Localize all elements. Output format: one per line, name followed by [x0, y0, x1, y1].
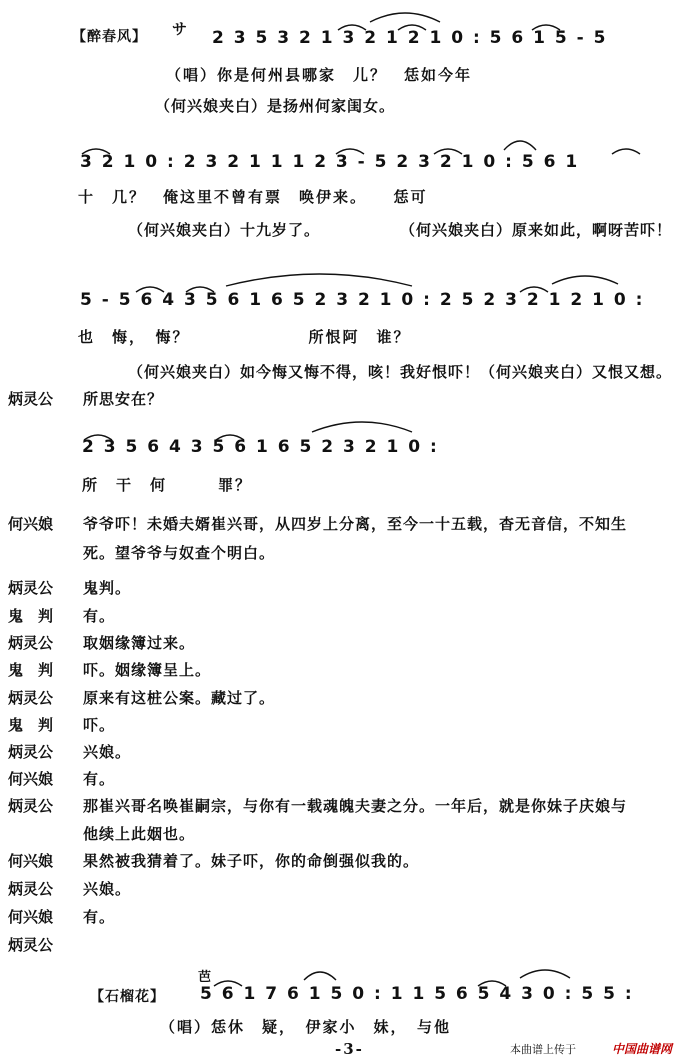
speaker-binglinggong: 炳灵公 — [8, 689, 54, 707]
dialogue-line: 原来有这桩公案。藏过了。 — [83, 689, 276, 707]
speaker-hexingniang: 何兴娘 — [8, 515, 54, 533]
notation-line-5: 5 6 1 7 6 1 5 0 : 1 1 5 6 5 4 3 0 : 5 5 : — [200, 984, 634, 1004]
speaker-binglinggong: 炳灵公 — [8, 880, 54, 898]
lyric-line-4: 所 干 何 罪？ — [82, 476, 253, 494]
speaker-guipan: 鬼 判 — [8, 661, 54, 679]
lyric-line-2: 十 几？ 俺这里不曾有票 唤伊来。 恁可 — [78, 188, 428, 206]
dialogue-line: 鬼判。 — [83, 579, 132, 597]
notation-line-2: 3 2 1 0 : 2 3 2 1 1 1 2 3 - 5 2 3 2 1 0 : 5 6 1 — [80, 152, 580, 172]
spoken-line-2a: （何兴娘夹白）十九岁了。 — [128, 221, 321, 239]
slur — [370, 13, 440, 22]
page-number: -3- — [335, 1040, 364, 1058]
notation-line-1: 2 3 5 3 2 1 3 2 1 2 1 0 : 5 6 1 5 - 5 — [212, 28, 608, 48]
site-brand: 中国曲谱网 — [612, 1042, 673, 1056]
slur — [312, 422, 412, 432]
dialogue-line-continued: 他续上此姻也。 — [83, 825, 196, 843]
spoken-line-1: （何兴娘夹白）是扬州何家闺女。 — [155, 97, 396, 115]
lyric-line-5: （唱）恁休 疑， 伊家小 妹， 与他 — [160, 1018, 452, 1036]
dialogue-line: 爷爷吓！未婚夫婿崔兴哥，从四岁上分离，至今一十五载，杳无音信，不知生 — [83, 515, 628, 533]
speaker-binglinggong: 炳灵公 — [8, 634, 54, 652]
speaker-guipan: 鬼 判 — [8, 607, 54, 625]
slur — [504, 141, 536, 150]
spoken-line-2b: （何兴娘夹白）原来如此，啊呀苦吓！ — [400, 221, 673, 239]
slur — [304, 972, 336, 980]
speaker-binglinggong: 炳灵公 — [8, 390, 54, 408]
speaker-hexingniang: 何兴娘 — [8, 770, 54, 788]
dialogue-line: 吓。 — [83, 716, 116, 734]
tune-label-shiliuhua: 【石榴花】 — [90, 989, 165, 1005]
dialogue-line: 所思安在？ — [83, 390, 164, 408]
speaker-guipan: 鬼 判 — [8, 716, 54, 734]
speaker-hexingniang: 何兴娘 — [8, 908, 54, 926]
slur — [226, 274, 412, 286]
notation-line-3: 5 - 5 6 4 3 5 6 1 6 5 2 3 2 1 0 : 2 5 2 3 2 1 2 1 0 : — [80, 290, 645, 310]
tempo-mark: 芭 — [198, 970, 214, 985]
dialogue-line: 那崔兴哥名唤崔嗣宗，与你有一载魂魄夫妻之分。一年后，就是你妹子庆娘与 — [83, 797, 628, 815]
slur — [612, 149, 640, 154]
dialogue-line: 有。 — [83, 607, 116, 625]
dialogue-line: 有。 — [83, 770, 116, 788]
tempo-mark: サ — [172, 20, 190, 38]
notation-line-4: 2 3 5 6 4 3 5 6 1 6 5 2 3 2 1 0 : — [82, 437, 439, 457]
dialogue-line: 果然被我猜着了。妹子吓，你的命倒强似我的。 — [83, 852, 420, 870]
slur — [552, 276, 618, 284]
dialogue-line: 兴娘。 — [83, 880, 132, 898]
dialogue-line: 吓。姻缘簿呈上。 — [83, 661, 212, 679]
slur — [520, 970, 570, 978]
dialogue-line: 有。 — [83, 908, 116, 926]
speaker-hexingniang: 何兴娘 — [8, 852, 54, 870]
speaker-binglinggong: 炳灵公 — [8, 579, 54, 597]
speaker-binglinggong: 炳灵公 — [8, 936, 54, 954]
dialogue-line: 兴娘。 — [83, 743, 132, 761]
lyric-line-3: 也 悔， 悔？ 所恨阿 谁？ — [78, 328, 411, 346]
spoken-line-3: （何兴娘夹白）如今悔又悔不得，咳！我好恨吓！（何兴娘夹白）又恨又想。 — [128, 363, 673, 381]
speaker-binglinggong: 炳灵公 — [8, 797, 54, 815]
lyric-line-1: （唱）你是何州县哪家 儿？ 恁如今年 — [166, 66, 473, 84]
speaker-binglinggong: 炳灵公 — [8, 743, 54, 761]
dialogue-line-continued: 死。望爷爷与奴查个明白。 — [83, 544, 276, 562]
dialogue-line: 取姻缘簿过来。 — [83, 634, 196, 652]
tune-label-zuichunfeng: 【醉春风】 — [72, 29, 147, 45]
upload-note: 本曲谱上传于 — [510, 1043, 576, 1056]
